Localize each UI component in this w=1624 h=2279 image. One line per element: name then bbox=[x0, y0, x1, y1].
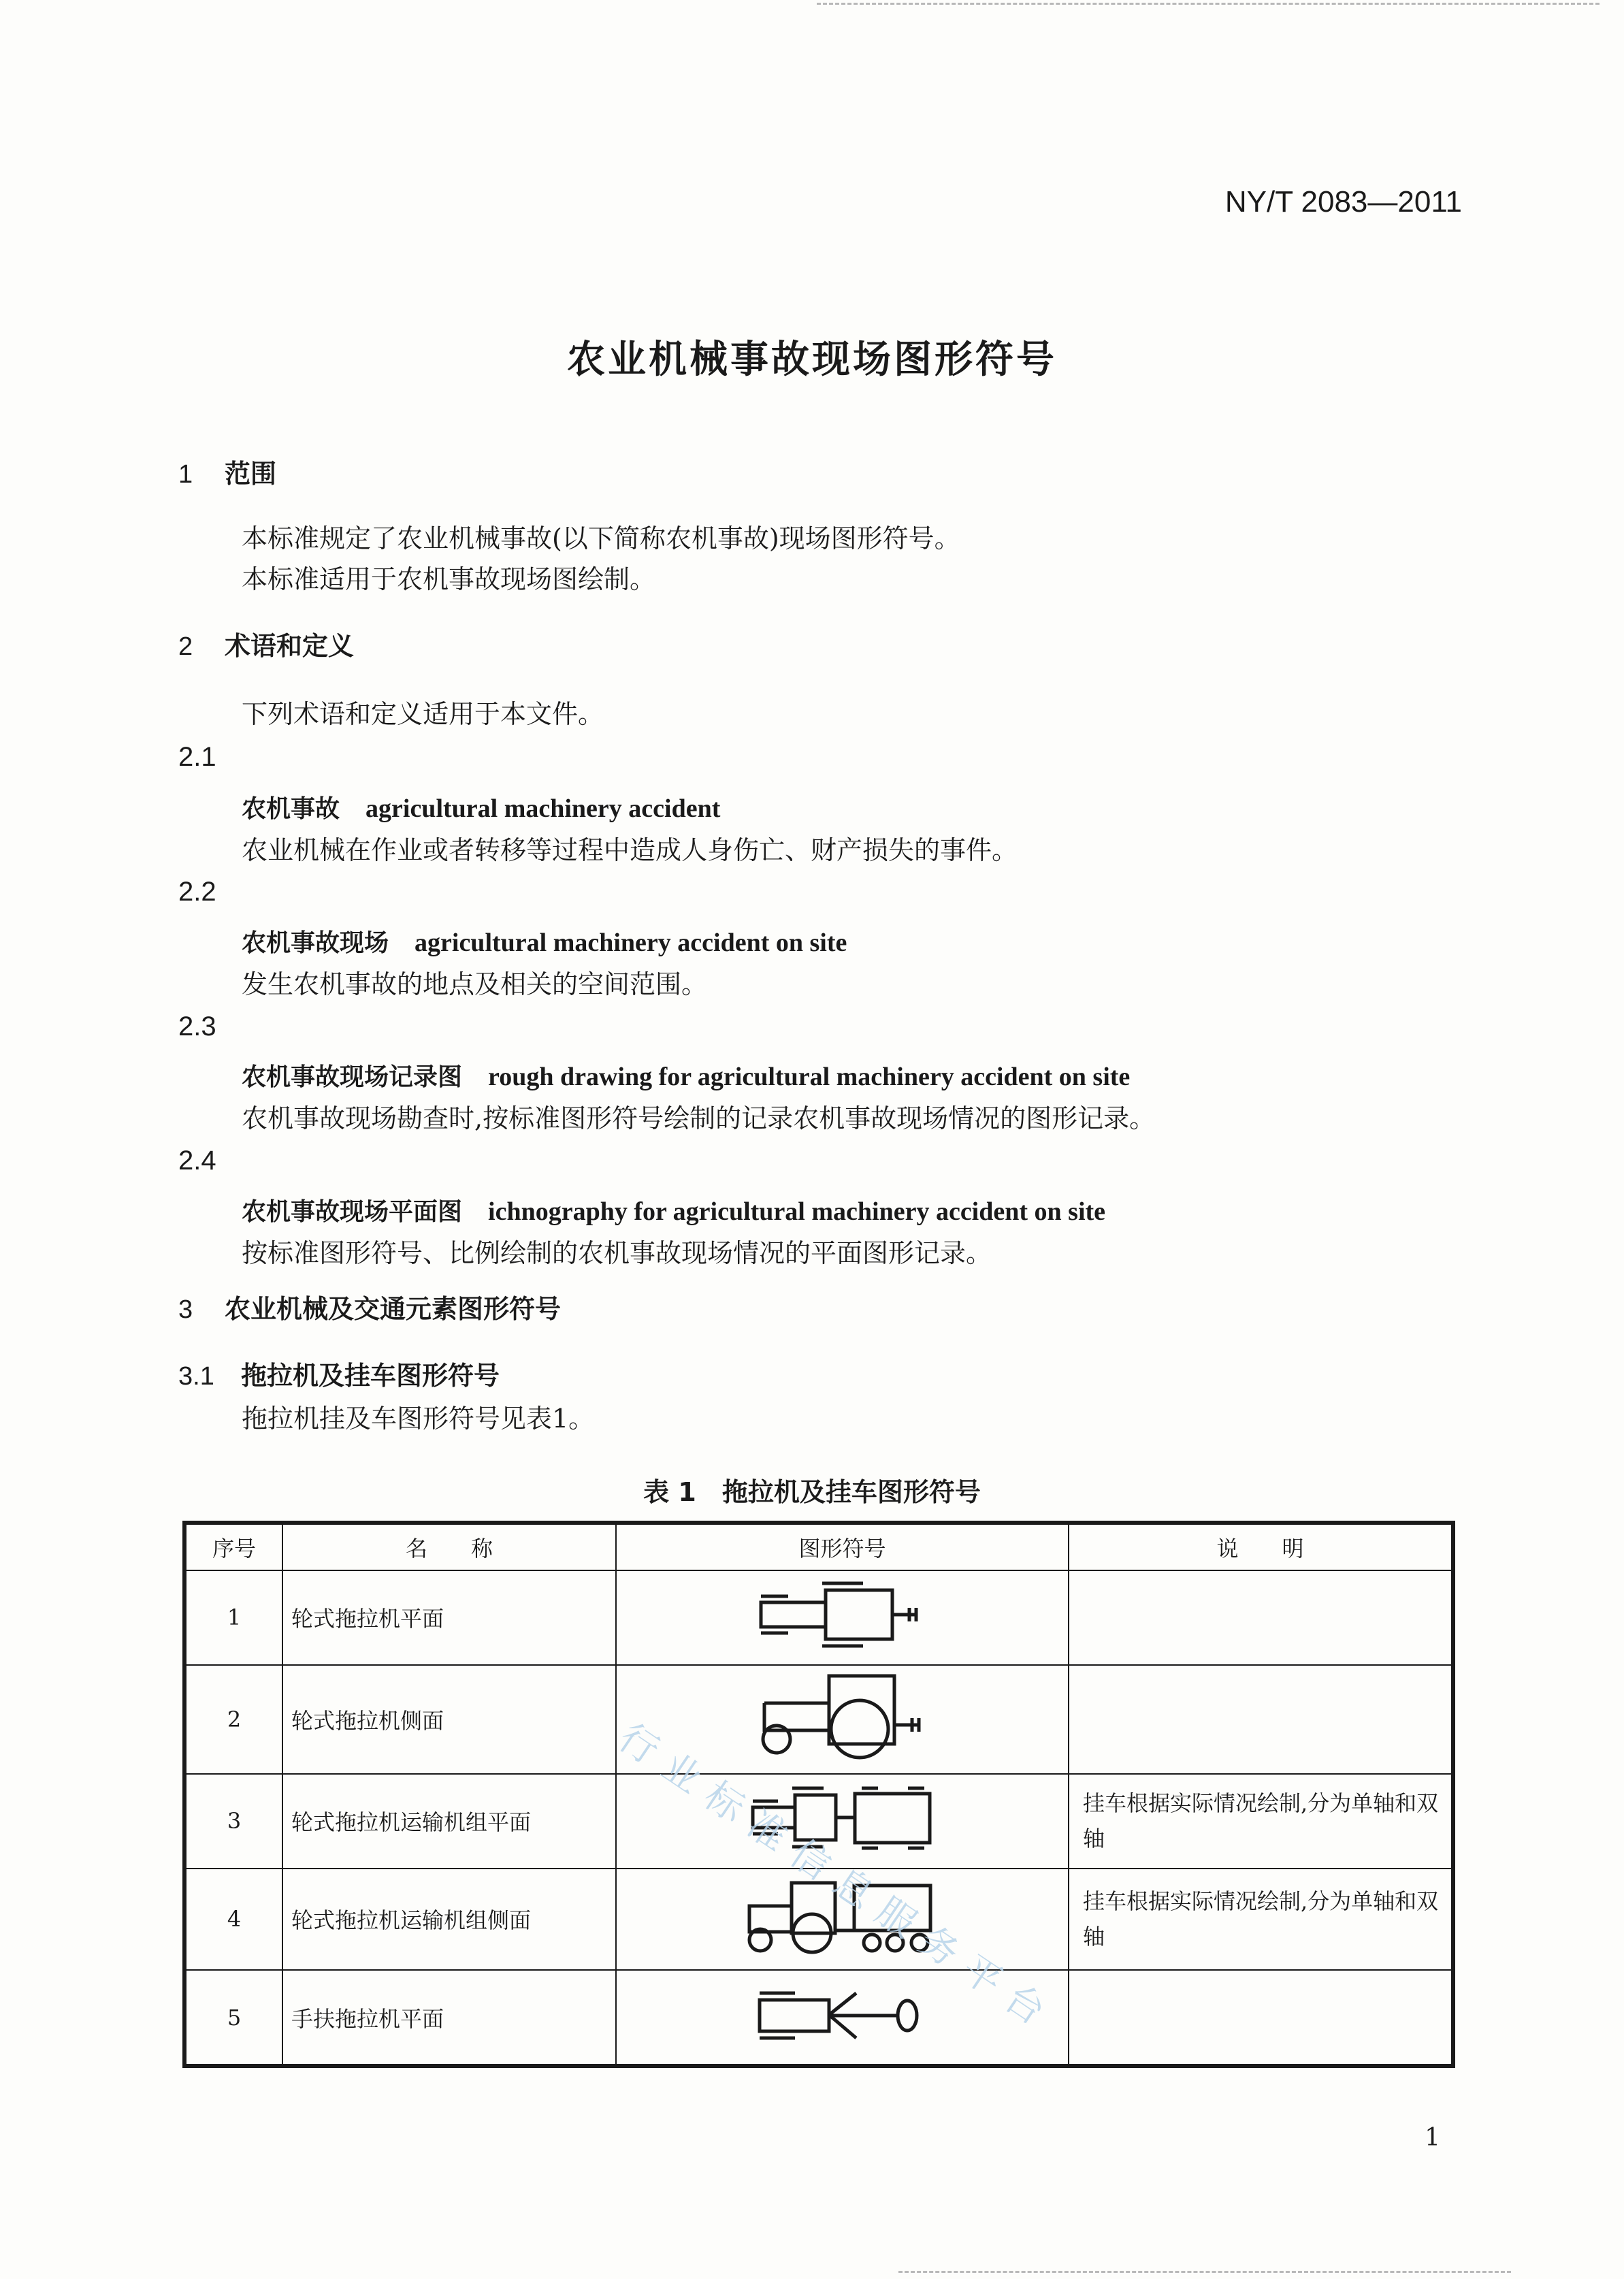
table-row bbox=[186, 1570, 1452, 1665]
row-note: 挂车根据实际情况绘制,分为单轴和双轴 bbox=[1069, 1774, 1452, 1869]
wheeled-tractor-plan-icon bbox=[754, 1574, 931, 1655]
row-name: 轮式拖拉机侧面 bbox=[282, 1665, 616, 1774]
row-note bbox=[1069, 1665, 1452, 1774]
row-name: 轮式拖拉机平面 bbox=[282, 1570, 616, 1665]
table-row bbox=[186, 1970, 1452, 2065]
scan-edge-marks-top bbox=[817, 3, 1599, 7]
section-1-para-2: 本标准适用于农机事故现场图绘制。 bbox=[242, 564, 656, 594]
term-2-1-definition: 农业机械在作业或者转移等过程中造成人身伤亡、财产损失的事件。 bbox=[242, 835, 1018, 865]
section-3-1-heading: 3.1 拖拉机及挂车图形符号 bbox=[178, 1361, 500, 1391]
term-2-3-definition: 农机事故现场勘查时,按标准图形符号绘制的记录农机事故现场情况的图形记录。 bbox=[242, 1103, 1156, 1133]
term-2-3: 农机事故现场记录图 rough drawing for agricultural machinery accident on site bbox=[242, 1063, 1131, 1091]
term-2-2: 农机事故现场 agricultural machinery accident on site bbox=[242, 928, 847, 957]
section-1-para-1: 本标准规定了农业机械事故(以下简称农机事故)现场图形符号。 bbox=[242, 523, 960, 553]
table-1 bbox=[182, 1521, 1455, 2068]
document-number: NY/T 2083—2011 bbox=[1224, 185, 1462, 219]
page-number: 1 bbox=[1425, 2124, 1440, 2152]
term-2-3-number: 2.3 bbox=[178, 1012, 216, 1041]
header-no: 序号 bbox=[186, 1524, 282, 1570]
watermark: 行业标准信息服务平台 bbox=[610, 1715, 1065, 2041]
table-header-row bbox=[186, 1524, 1452, 1570]
row-no: 4 bbox=[186, 1869, 282, 1970]
term-2-1-number: 2.1 bbox=[178, 742, 216, 772]
document-title: 农业机械事故现场图形符号 bbox=[567, 338, 1057, 382]
term-2-2-definition: 发生农机事故的地点及相关的空间范围。 bbox=[242, 969, 708, 999]
row-no: 3 bbox=[186, 1774, 282, 1869]
row-note bbox=[1069, 1970, 1452, 2065]
row-no: 2 bbox=[186, 1665, 282, 1774]
term-2-4-number: 2.4 bbox=[178, 1146, 216, 1176]
term-2-4-definition: 按标准图形符号、比例绘制的农机事故现场情况的平面图形记录。 bbox=[242, 1238, 992, 1268]
term-2-4: 农机事故现场平面图 ichnography for agricultural machinery accident on site bbox=[242, 1197, 1106, 1226]
row-no: 5 bbox=[186, 1970, 282, 2065]
section-3-heading: 3 农业机械及交通元素图形符号 bbox=[178, 1294, 562, 1324]
scan-edge-marks-bottom bbox=[898, 2271, 1511, 2276]
section-2-heading: 2 术语和定义 bbox=[178, 631, 355, 661]
term-2-2-number: 2.2 bbox=[178, 877, 216, 907]
walking-tractor-plan-icon bbox=[754, 1974, 931, 2056]
table-1-caption: 表 1 拖拉机及挂车图形符号 bbox=[643, 1477, 981, 1507]
header-symbol: 图形符号 bbox=[616, 1524, 1069, 1570]
section-2-para-1: 下列术语和定义适用于本文件。 bbox=[242, 699, 604, 729]
row-name: 手扶拖拉机平面 bbox=[282, 1970, 616, 2065]
section-1-heading: 1 范围 bbox=[178, 459, 277, 489]
row-name: 轮式拖拉机运输机组平面 bbox=[282, 1774, 616, 1869]
term-2-1: 农机事故 agricultural machinery accident bbox=[242, 794, 721, 823]
row-no: 1 bbox=[186, 1570, 282, 1665]
table-row bbox=[186, 1665, 1452, 1774]
row-note: 挂车根据实际情况绘制,分为单轴和双轴 bbox=[1069, 1869, 1452, 1970]
header-note: 说 明 bbox=[1069, 1524, 1452, 1570]
section-3-1-para: 拖拉机挂及车图形符号见表1。 bbox=[242, 1404, 595, 1434]
header-name: 名 称 bbox=[282, 1524, 616, 1570]
row-note bbox=[1069, 1570, 1452, 1665]
wheeled-tractor-side-icon bbox=[754, 1669, 931, 1764]
row-name: 轮式拖拉机运输机组侧面 bbox=[282, 1869, 616, 1970]
wheeled-tractor-plan-symbol bbox=[616, 1570, 1069, 1665]
